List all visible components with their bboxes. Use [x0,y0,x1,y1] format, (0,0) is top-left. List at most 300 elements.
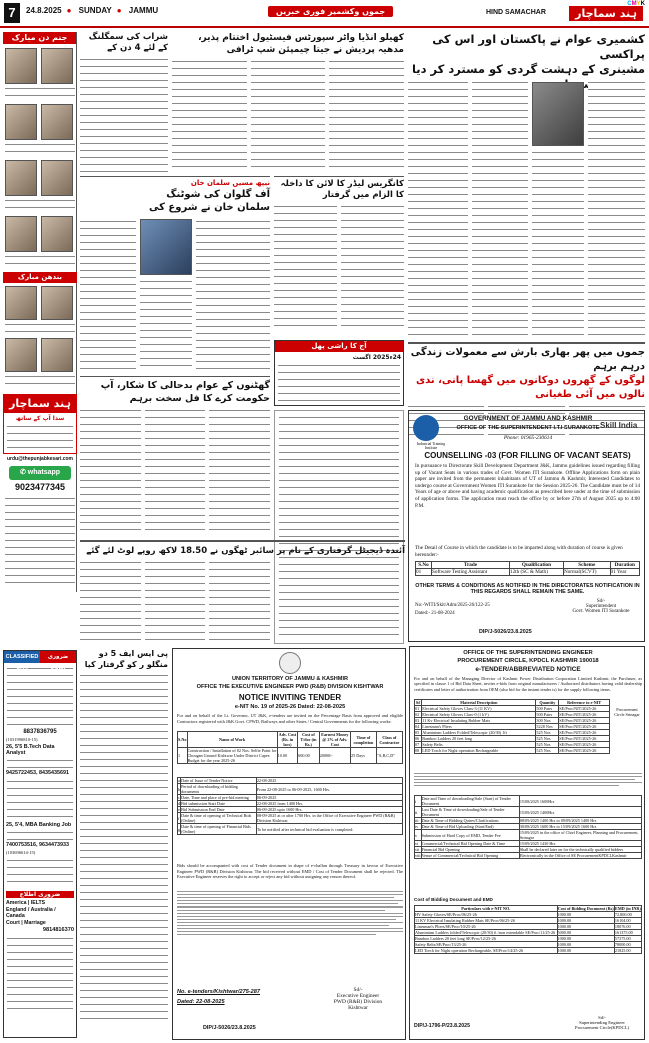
table-cell: Date, Time and place of pre-bid meeting [181,795,257,801]
table-cell: Aluminium Ladders folded/Telescopic (20/30) ft /non extendable SE/Proc/11/25-26 [415,930,556,935]
story-salman-headline-2: سلمان خان نے شروع کی [149,202,270,213]
table-cell: 03 [415,718,422,724]
table-cell: 15/09/2025 in the office of Chief Engineer, Planning and Procurement, Srinagar [519,830,641,841]
table-cell: Commercial/Technical Bid Opening Date & Time [421,841,519,847]
table-cell: Date and Time of downloading/Sale (Start) of Tender Document [421,796,519,807]
td: 25 Days [351,748,377,764]
story-rain-headline: جموں میں پھر بھاری بارش سے معمولات زندگی درہم برہم [410,347,645,372]
table-cell: 500 Pairs [536,706,559,712]
child-photo [5,216,37,252]
caption [5,86,75,102]
table-cell: SE/Proc/NIT/2025-26 [559,718,610,724]
table-cell: 01 [415,706,422,712]
th: Cost of T/doc (in Rs.) [298,732,319,748]
story-cyber-body [80,560,270,644]
table-cell: 15/09/2025 1430 Hrs [519,841,641,847]
brand-box [3,394,77,454]
sd: Sd/- [353,987,363,993]
story-salman-headline: آف گلوان کی شوٹنگ [166,189,270,200]
proc-cost-table [414,905,642,954]
table-cell: 11 KV Electrical Insulating Rubber Mats SE/Proc/06/25-26 [415,918,558,924]
table-cell: 1000.00 [557,942,614,948]
classified-phone[interactable]: 8837836795 [23,729,57,735]
story-cyber-text [145,560,206,640]
table-cell: i [415,796,422,807]
table-cell: To be notified after technical bid evaluation is completed. [256,824,402,835]
story-protest-body [145,408,206,530]
signatory-2: Govt. Women ITI Surankote [572,609,630,614]
th: Material Description [422,700,536,706]
table-cell: 07 [415,742,422,748]
th: Time of completion [351,732,377,748]
th: Name of Work [187,732,277,748]
proc-title: e-TENDER/ABBREVIATED NOTICE [475,666,581,673]
th-sno: S.No [416,562,432,569]
sign-1: Superintending Engineer [579,1020,625,1025]
ad-3-line2: England / Australia / Canada [6,907,56,919]
table-cell: Last Date & Time of downloading/Sale of Tender Document [421,807,519,818]
lead-story-body [408,80,645,338]
section-tag: جموں وکشمیر فوری خبریں [268,6,393,17]
table-cell: Shall be declared later on for the technically qualified bidders [519,847,641,853]
table-cell: b [178,784,181,795]
brand-box-sub: سدا آپ کے ساتھ [15,415,65,422]
table-row [415,853,642,859]
story-liquor [80,32,168,172]
table-cell: 22-08-2025 from 1400 Hrs. [256,801,402,807]
lead-story-text [588,80,645,335]
child-photo [41,216,73,252]
sd: Sd/- [596,599,606,604]
table-cell: 16104.00 [614,918,641,924]
table-cell: 500 Pairs [536,712,559,718]
classified-code: (103696614-15) [6,850,36,855]
table-cell: From 22-08-2025 to 06-09-2025, 1600 Hrs. [256,784,402,795]
story-sports-body [251,59,326,171]
table-cell: Linesman's Pliers [422,724,536,730]
whatsapp-badge [9,466,71,480]
dateline: 24.8.2025 ● SUNDAY ● JAMMU [26,6,159,15]
city: JAMMU [128,6,159,15]
tender-intro: For and on behalf of the Lt. Governor, UT J&K, e-tenders are invited on the Percentage Basis from approved and eligible Contractors registered with J&K Govt. CPWD, Railways and other States / Central Governments for the following works: [177,713,403,724]
cmyk-k: K [640,1,645,7]
rashi-list [274,410,404,644]
sign-2: Procurement Circle(KPDCL) [575,1025,629,1030]
sd: Sd/- [598,1015,606,1020]
tender-enit: e-NIT No. 19 of 2025-26 Dated: 22-08-2025 [234,704,346,710]
th: S# [415,700,421,705]
table-cell: SE/Proc/NIT/2025-26 [559,724,610,730]
horoscope-date: 24ء2025 اگست [352,354,401,361]
story-rain [408,342,645,408]
table-cell: Bamboo Ladders 20 feet long [422,736,536,742]
horoscope-text [278,363,400,403]
counselling-table [415,561,640,576]
td: 20000/- [319,748,350,764]
counselling-ref: No:-WITI/Skit/Adm/2025-26/122-25 [415,603,490,608]
story-arrest [80,648,168,1040]
td-trade: Software Testing Assistant [432,569,510,576]
story-protest-body [209,408,270,530]
classified-code: (1031996810-15) [6,737,38,742]
table-cell: SE/Proc/NIT/2025-26 [559,742,610,748]
counselling-note: The Detail of Course in which the candidate is to be imparted along with duration of course is given hereunder:- [415,545,623,558]
table-cell: LED Torch for Night operation Rechargeable [422,748,536,754]
table-cell: Period of downloading of bidding documents [181,784,257,795]
table-cell: 525 Nos [536,742,559,748]
table-cell: g [178,824,181,835]
table-cell: Date & time of opening of Financial Bids (Online) [181,824,257,835]
proc-circle: PROCUREMENT CIRCLE, KPDCL KASHMIR 190018 [457,658,599,664]
td: 600.00 [298,748,319,764]
table-cell: a [178,778,180,783]
th: Particulars with e-NIT NO. [415,906,558,912]
table-cell: 18076.00 [614,924,641,930]
table-cell: 06-09-2025 upto 1600 Hrs. [256,807,402,813]
lead-story-photo [532,82,584,146]
caption [5,322,75,336]
child-photo [41,48,73,84]
ad-text [7,779,73,819]
ad-3-line1: America | IELTS [6,900,46,906]
story-salman-body [196,219,270,369]
child-photo [5,48,37,84]
story-congress-headline: کانگریس لیڈر کا لائن کا داخلہ کا الزام میں گرفتار [280,179,404,200]
story-salman-body [80,219,136,369]
table-cell: LED Torch for Night operation Rechargeable, SE/Proc/14/25-26 [415,948,558,954]
table-cell: 1000.00 [557,918,614,924]
table-cell: Electrical Safety Gloves Class-0 (1 kV) [422,712,536,718]
td-duration: 01 Year [610,569,639,576]
table-cell: Submission of Hard Copy of EMD, Tender Fee [421,830,519,841]
th-trade: Trade [432,562,510,569]
story-cyber-headline: آئندہ ڈیجیٹل گرفتاری کے نام پر سائبر ٹھگوں نے 18.50 لاکھ روپے لوٹ لئے گئے [86,546,405,556]
table-cell: e [178,807,180,812]
procurement-notice [409,646,645,1040]
story-protest [80,376,270,536]
th: S.No [178,732,188,748]
table-cell: Date of Issue of Tender Notice [181,778,257,784]
table-cell: Venue of Commercial/Technical Bid Opening [421,853,519,859]
proc-items-table [414,699,610,754]
table-cell: SE/Proc/NIT/2025-26 [559,706,610,712]
story-salman-kicker: نیپھ مسیں سلمان خان [190,179,270,187]
proc-intro: For and on behalf of the Managing Director of Kashmir Power Distribution Corporation Limited Kashmir, the Purchaser, as specified in clause 1 of Bid Data Sheet, invites e-bids from original manufacturers / Authorized distributors having valid dealership certificates and letter of authorization from OEM (also bid for the instant tender is) for the supply following items. [414,676,642,692]
table-cell: 525 Nos [536,736,559,742]
ad-1-phone[interactable]: 9425722453, 8435435691 [6,770,69,776]
tender-ref: No. e-tenders/Kishtwar/275-287 [177,989,261,995]
classified-text [7,666,73,726]
child-photo [5,160,37,196]
tender-office: OFFICE THE EXECUTIVE ENGINEER PWD (R&B) DIVISION KISHTWAR [196,684,384,690]
cmyk-m: M [631,1,637,7]
date: 24.8.2025 [26,6,62,15]
ad-1: 26, 5'5 B.Tech Data Analyst [6,744,55,756]
story-rain-headline-2: لوگوں کے گھروں دوکانوں میں گھسا پانی، ندی نالوں میں آئی طغیانی [415,375,645,400]
story-congress-body [341,204,404,332]
story-salman-body [140,279,192,369]
horoscope-title: آج کا راشی پھل [275,341,403,352]
story-protest-headline-2: حکومت کرے کا فل سخت برہم [129,393,270,404]
table-row [415,830,642,841]
table-row [415,847,642,853]
signatory-1: Superintendent [585,604,617,609]
table-cell: viii [415,853,421,858]
birthday-title: جنم دن مبارک [3,32,76,44]
table-cell: Date & Time of Bidding Quires/Clarifications [421,818,519,824]
table-cell: c [178,795,180,800]
rashi-text [279,415,399,641]
classified-column [3,650,77,1038]
table-cell: 5000.00 [557,930,614,936]
ad-text [7,936,73,1014]
th-scheme: Scheme [563,562,610,569]
table-cell: f [178,813,181,824]
story-sports [172,32,404,172]
ad-2: 25, 5'4, MBA Banking Job [6,822,72,828]
wishes-photo [5,338,37,372]
horoscope-box [274,340,404,406]
td-scheme: Normal(SCVT) [563,569,610,576]
caption [5,198,75,214]
caption [5,142,75,158]
table-cell: 30/08/2025 1600 Hrs to 15/09/2025 1600 Hrs [519,824,641,830]
table-row [178,813,403,824]
table-cell: Electrical Safety Gloves Class-3 (11 KV) [422,706,536,712]
table-cell: 1000.00 [557,912,614,918]
table-row [178,824,403,835]
th: Quantity [536,700,559,706]
lead-story-text [408,80,468,335]
counselling-notice [408,410,645,642]
brand-box-title: ہند سماچار [4,395,76,413]
gov-title: GOVERNMENT OF JAMMU AND KASHMIR [463,415,593,422]
story-cyber-text [80,560,141,640]
table-cell: 300 Nos [536,718,559,724]
proc-side-note: Procurement Circle Srinagar [614,707,640,717]
table-cell: Date & Time of Bid Uploading (Start/End) [421,824,519,830]
table-cell: iii [415,818,422,824]
tender-title: NOTICE INVITING TENDER [238,693,342,702]
tender-ut: UNION TERRITORY OF JAMMU & KASHMIR [231,676,349,682]
lead-headline-1: کشمیری عوام نے پاکستان اور اس کی پراکسی [432,32,645,61]
emblem-icon [279,652,301,674]
table-cell: d [178,801,181,806]
wishes-photo [5,286,37,320]
counselling-dated: Dated:- 21-08-2024 [415,611,455,616]
table-cell: 1000.00 [557,924,614,930]
table-row [415,748,610,754]
masthead-logo: ہند سماچار [569,6,643,21]
table-cell: 5228 Nos [536,724,559,730]
td: Construction / Installation of 02 Nos. Selfie Point for Chougan Ground Kishtwar Under District Capex Budget for the year 2025-26 [187,748,277,763]
table-cell: SE/Proc/NIT/2025-26 [559,712,610,718]
th-qualification: Qualification [509,562,563,569]
whatsapp-label: whatsapp [27,469,61,476]
story-salman [80,176,270,372]
th: Adv. Cost (Rs. in lacs) [278,732,297,747]
table-cell: 525 Nos [536,748,559,754]
table-cell: 1000.00 [557,936,614,942]
sign-3: Kishtwar [348,1005,368,1011]
child-photo [41,104,73,140]
td: 1 [178,748,188,764]
counselling-signature [566,599,636,614]
day: SUNDAY [78,6,112,15]
story-protest-body [80,408,141,530]
tender-notice [172,648,406,1040]
lead-story-text [472,80,528,335]
proc-signature [560,1015,644,1030]
story-protest-headline: گھٹنوں کے عوام بدحالی کا شکار، آپ [100,380,270,391]
child-photo [5,104,37,140]
classified-title: CLASSIFIED ADS [4,651,40,663]
th-duration: Duration [610,562,639,569]
ad-3-line3: Court | Marriage [6,920,46,926]
table-cell: Aluminium Ladders Folded/Telescopic (20/30) 1ft [422,730,536,736]
table-cell: 04 [415,724,422,730]
lead-story-text [532,150,584,335]
lead-headline-2: مشینری کے دہشت گردی کو مسترد کر دیا [411,62,645,76]
table-cell: SE/Proc/NIT/2025-26 [559,730,610,736]
sign-2: PWD (R&B) Division [333,999,383,1005]
office-phone: Phone: 01965-230614 [503,435,553,441]
table-cell: 08/09/2025 1400 Hrs to 09/09/2025 1400 Hrs [519,818,641,824]
table-cell: 161375.00 [614,930,641,936]
story-congress [274,176,404,336]
table-row [415,796,642,807]
table-cell: iv [415,824,422,830]
table-cell: 05 [415,730,422,736]
table-cell: Electronically in the Office of SE ProcurementKPDCLKashmir [519,853,641,859]
ad-3-banner: ضروری اطلاع [6,891,74,898]
cmyk-y: Y [636,1,641,7]
td: "A,B,C,D" [376,748,402,764]
proc-cost-title: Cost of Bidding Document and EMD [414,897,493,902]
salman-photo [140,219,192,275]
left-column [3,32,77,592]
table-cell: 1000.00 [557,948,614,954]
story-cyber-text [209,560,270,640]
table-cell: vii [415,847,420,852]
th: Reference to e-NIT [559,700,610,706]
table-cell: Financial Bid Opening [421,847,519,853]
caption [5,254,75,268]
table-cell: SE/Proc/NIT/2025-26 [559,736,610,742]
counselling-body: In pursuance to Directorate Skill Development Department J&K, Jammu guidelines issued regarding filling up of Vacant Seats in various trades of Govt. Women ITI Surankote. Offline Applications form on plain paper are invited from the permanent inhabitants of UT of Jammu & Kashmir, Interested Candidates to undergo course at Government Women ITI Surankote for the Session 2025-26. The Candidate must be of 14 Years of age or above and having academic qualification as prescribed here under at the time of submission of application forms. The application must reach the office by or before 27th of August 2025 up to 4:00 P.M. [415,463,640,509]
td-sno: 01 [416,569,432,576]
table-cell: ii [415,807,422,818]
tender-dated: Dated: 22-08-2025 [177,999,225,1005]
table-cell: 72,800.00 [614,912,641,918]
wishes-photo [41,286,73,320]
table-row [178,784,403,795]
ad-2-phone[interactable]: 7400753516, 9634473933 [6,842,69,848]
story-arrest-body [80,673,168,1023]
table-cell: SE/Proc/NIT/2025-26 [559,748,610,754]
wishes-title: بندھن مبارک [3,272,77,283]
office-title: OFFICE OF THE SUPERINTENDENT I.T.I SURANKOTE [456,425,600,431]
table-cell: 15/08/2025 1600Hrs [519,796,641,807]
table-cell: vi [415,841,422,847]
story-congress-body [274,204,337,332]
story-sports-headline: کھیلو انڈیا واٹر سپورٹس فیسٹیول اختتام پذیر، مدھیہ پردیش نے جیتا چیمپئن شپ ٹرافی [198,33,404,55]
proc-office: OFFICE OF THE SUPERINTENDING ENGINEER [463,650,593,656]
th: Class of Contractor [376,732,402,748]
counselling-dip: DIP/J-5026/23.8.2025 [479,629,532,635]
table-cell: 11 Kv Electrical Insulating Rubber Mats [422,718,536,724]
iti-logo [413,415,439,441]
td-qualification: 12th (SC & Math) [509,569,563,576]
classified-header [4,651,76,672]
whatsapp-number[interactable]: 9023477345 [14,482,66,492]
table-cell: 08 [415,748,422,754]
ad-3-phone[interactable]: 9814816370 [42,927,74,933]
tender-notes: Bids should be accompanied with cost of Tender document in shape of e-challan through Treasury in favour of Executive Engineer PWD (R&B) Division Kishtwar. The bid received without EMD / Cost of Tender Document shall be rejected. The Executive Engineer reserves the right to accept or reject any bid without assigning any reason thereof. [177,863,403,880]
tender-signature [313,987,403,1011]
table-cell: 08-09-2025 at or after 1700 Hrs. in the Office of Executive Engineer PWD (R&B) Division Kishtwar. [256,813,402,824]
story-liquor-headline: شراب کی سمگلنگ کے لئے 4 دن کے [88,32,168,53]
table-cell: Safety Belts/SE/Proc/13/25-26 [415,942,558,948]
left-column-text [5,496,75,588]
caption [5,374,75,388]
table-cell: Linesman's Pliers/SE/Proc/10/25-26 [415,924,558,930]
email[interactable]: urdu@thepunjabkesari.com [7,456,73,462]
table-cell: HV Safety Gloves/SE/Proc/06/25-26 [415,912,558,918]
table-cell: 57375.00 [614,936,641,942]
classified-title-urdu: ضروری اطلاع [40,651,76,663]
table-cell: 06-09-2025 [256,795,402,801]
brand-english: HIND SAMACHAR [486,9,546,16]
table-row [415,807,642,818]
tender-table [177,731,403,764]
wishes-photo [41,338,73,372]
table-cell: Date & time of opening of Technical Bids (Online) [181,813,257,824]
table-cell: 02 [415,712,422,718]
table-cell: 21825.00 [614,948,641,954]
child-photo [41,160,73,196]
page-header [0,0,649,28]
table-cell: Bid Submission End Date [181,807,257,813]
table-cell: v [415,830,422,841]
counselling-terms: OTHER TERMS & CONDITIONS AS NOTIFIED IN THE DIRECTORATES NOTIFICATION IN THIS REGARDS SHALL REMAIN THE SAME. [415,583,640,595]
td: 10.00 [277,748,298,764]
tender-schedule [177,777,403,835]
th: EMD (in INR) [615,906,641,911]
table-row [415,948,642,954]
story-sports-body [172,59,247,171]
iti-logo-label: Industrial Training Institute [416,442,446,450]
whatsapp-icon: ✆ [19,469,28,476]
ad-1-text [7,758,73,768]
th: Earnest Money @ 2% of Adv. Cost [319,732,350,748]
table-cell: 78000.00 [614,942,641,948]
story-sports-body [329,59,404,171]
table-cell: Safety Belts [422,742,536,748]
tender-dip: DIP/J-5026/23.8.2025 [203,1025,256,1031]
table-cell: 06 [415,736,422,742]
lead-story-head [408,32,645,76]
sign-1: Executive Engineer [336,993,380,999]
th: Cost of Bidding Document (Rs) [557,906,614,911]
story-arrest-headline: پی ایس ایف 5 دو منگلو ر کو گرفتار کیا [84,649,168,669]
skill-india-logo: Skill India [600,421,638,430]
ad-text [7,858,73,888]
table-cell: 15/09/2025 1400Hrs [519,807,641,818]
table-cell: Bid submission Start Date [181,801,257,807]
story-liquor-body [80,57,168,177]
cmyk-c: C [627,1,632,7]
